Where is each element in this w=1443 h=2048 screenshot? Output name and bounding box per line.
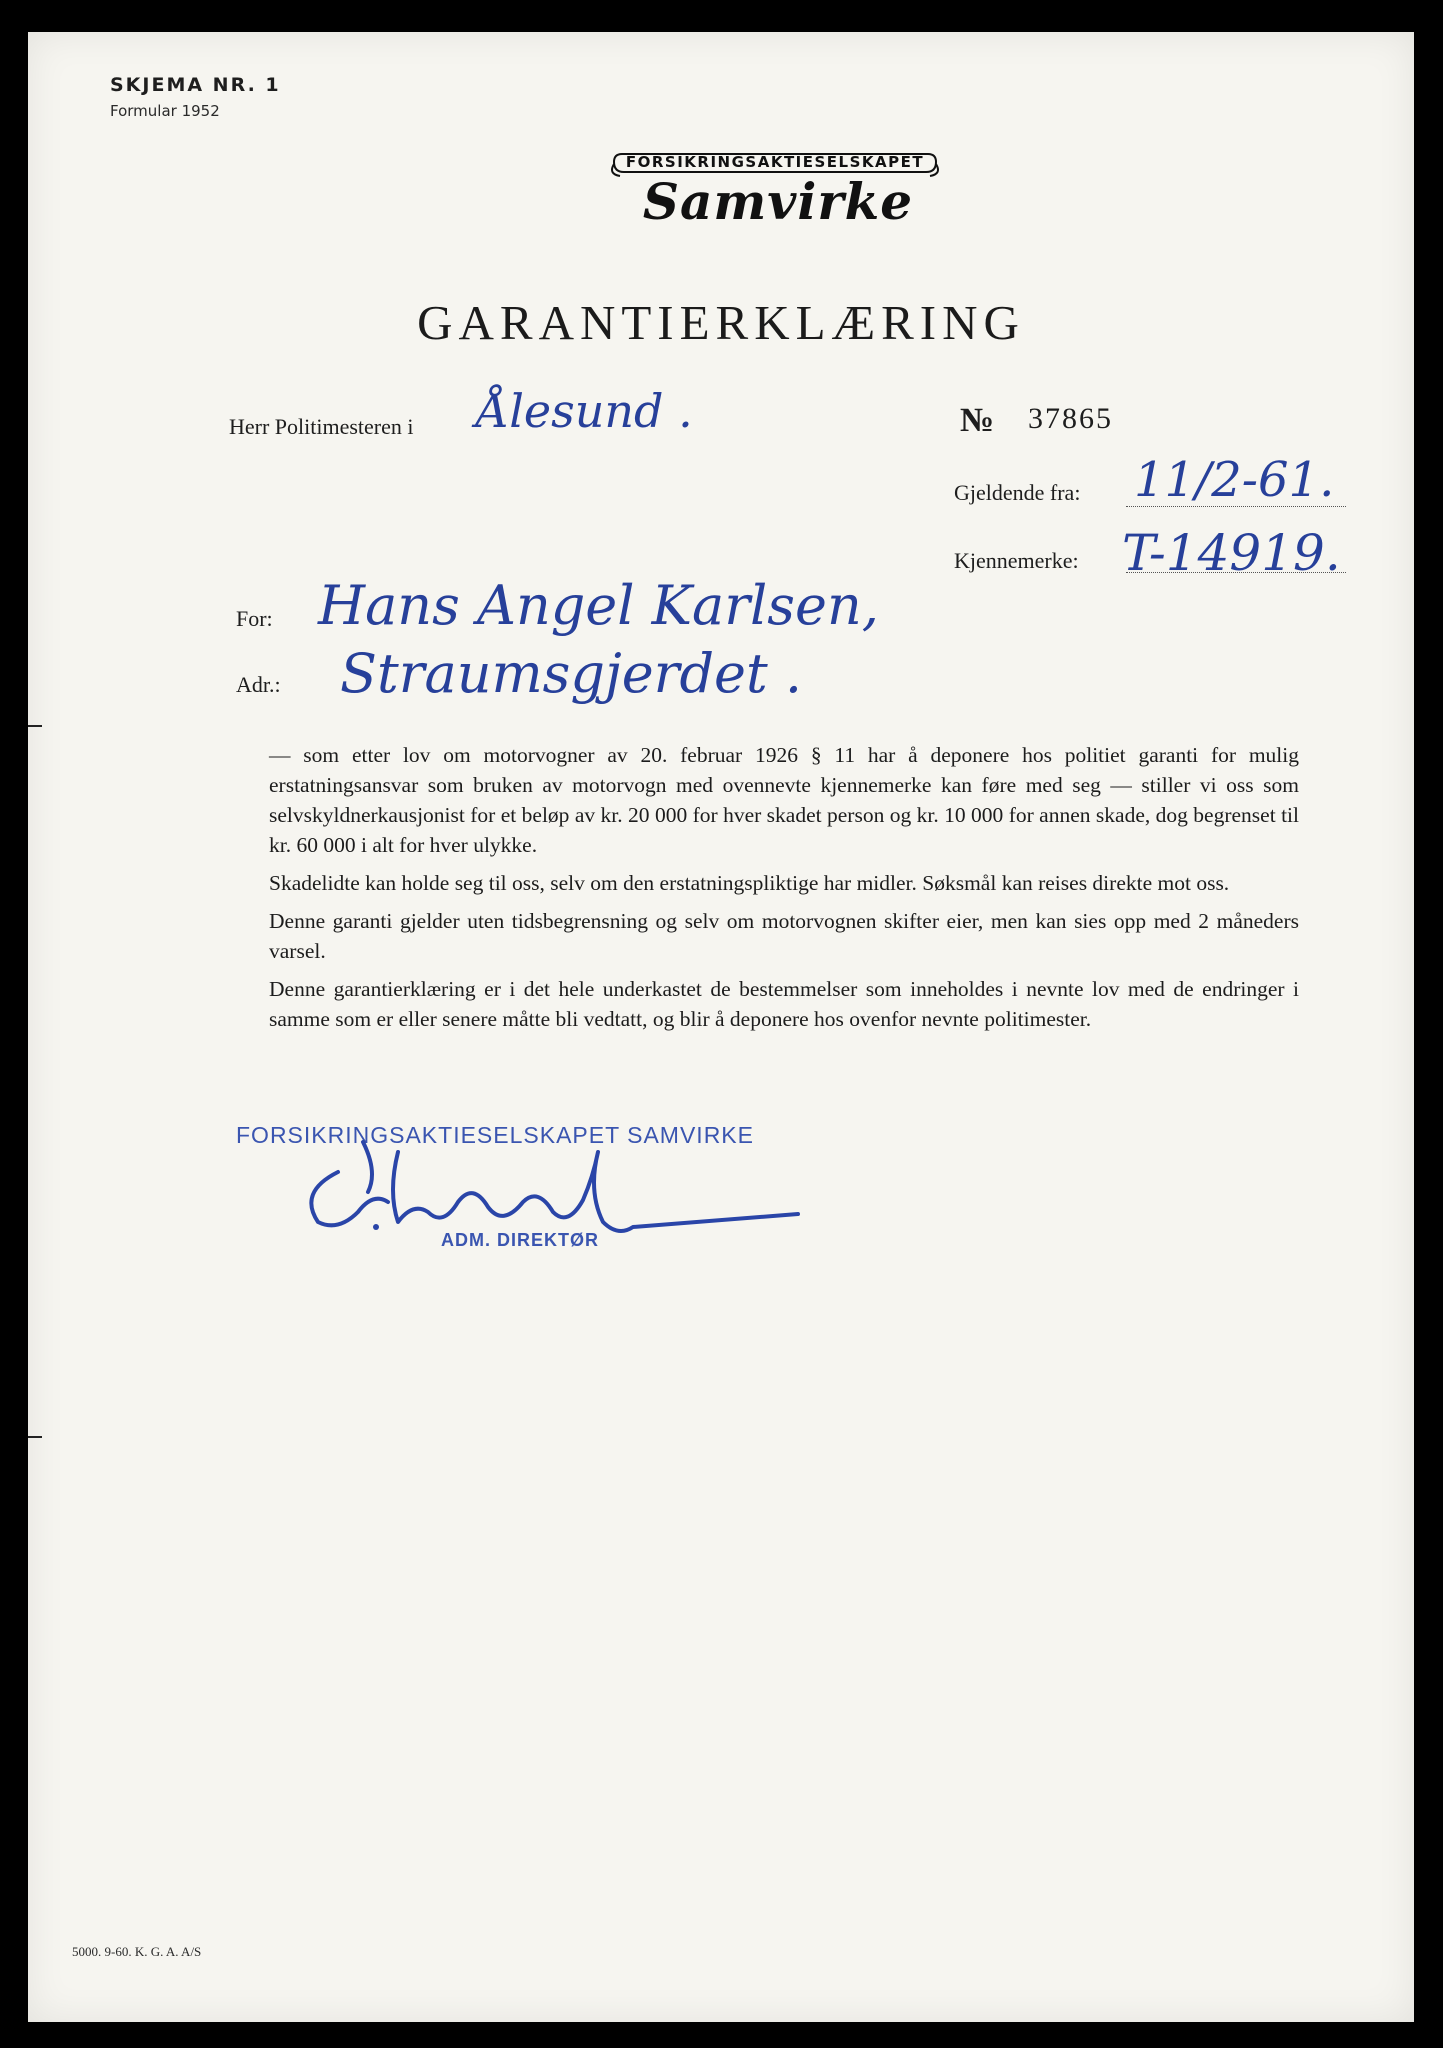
page-title: GARANTIERKLÆRING (417, 295, 1025, 350)
body-paragraph-1: — som etter lov om motorvogner av 20. februar 1926 § 11 har å deponere hos politiet garanti for mulig erstatningsansvar som bruken av motorvogn med ovennevte kjennemerke kan føre med seg — stiller vi oss som selvskyldnerkausjonist for et beløp av kr. 20 000 for hver skadet person og kr. 10 000 for annen skade, dog begrenset til kr. 60 000 i alt for hver ulykke. (269, 743, 1299, 857)
logo-wordmark: Samvirke (642, 172, 914, 231)
address-value: Straumsgjerdet . (340, 642, 803, 705)
recipient-value: Ålesund . (476, 384, 693, 438)
valid-from-value: 11/2-61. (1134, 452, 1335, 508)
document-page (28, 32, 1414, 2022)
form-number: SKJEMA NR. 1 (110, 74, 281, 96)
number-symbol: № (960, 402, 995, 439)
registration-label: Kjennemerke: (954, 548, 1079, 573)
logo-banner-text: FORSIKRINGSAKTIESELSKAPET (625, 153, 925, 171)
for-label: For: (236, 606, 273, 631)
registration-value: T-14919. (1122, 524, 1341, 582)
body-paragraph-2: Skadelidte kan holde seg til oss, selv om den erstatningspliktige har midler. Søksmål kan reises direkte mot oss. (269, 871, 1230, 895)
valid-from-label: Gjeldende fra: (954, 480, 1081, 505)
print-footer: 5000. 9-60. K. G. A. A/S (72, 1944, 202, 1959)
body-paragraph-3: Denne garanti gjelder uten tidsbegrensning og selv om motorvognen skifter eier, men kan sies opp med 2 måneders varsel. (269, 909, 1299, 963)
margin-tick (28, 1436, 42, 1438)
address-label: Adr.: (236, 672, 281, 697)
stamp-title: ADM. DIREKTØR (441, 1230, 599, 1250)
document-number: 37865 (1028, 402, 1113, 435)
body-paragraph-4: Denne garantierklæring er i det hele underkastet de bestemmelser som inneholdes i nevnte lov med de endringer i samme som er eller senere måtte bli vedtatt, og blir å deponere hos ovenfor nevnte politimester. (269, 977, 1299, 1031)
valid-from-line (1126, 506, 1346, 508)
registration-line (1126, 572, 1346, 574)
margin-tick (28, 725, 42, 727)
form-year: Formular 1952 (110, 102, 220, 120)
body-text (269, 740, 1299, 1042)
stamp-company: FORSIKRINGSAKTIESELSKAPET SAMVIRKE (236, 1122, 754, 1148)
recipient-label: Herr Politimesteren i (229, 414, 414, 439)
for-value: Hans Angel Karlsen, (318, 574, 879, 637)
